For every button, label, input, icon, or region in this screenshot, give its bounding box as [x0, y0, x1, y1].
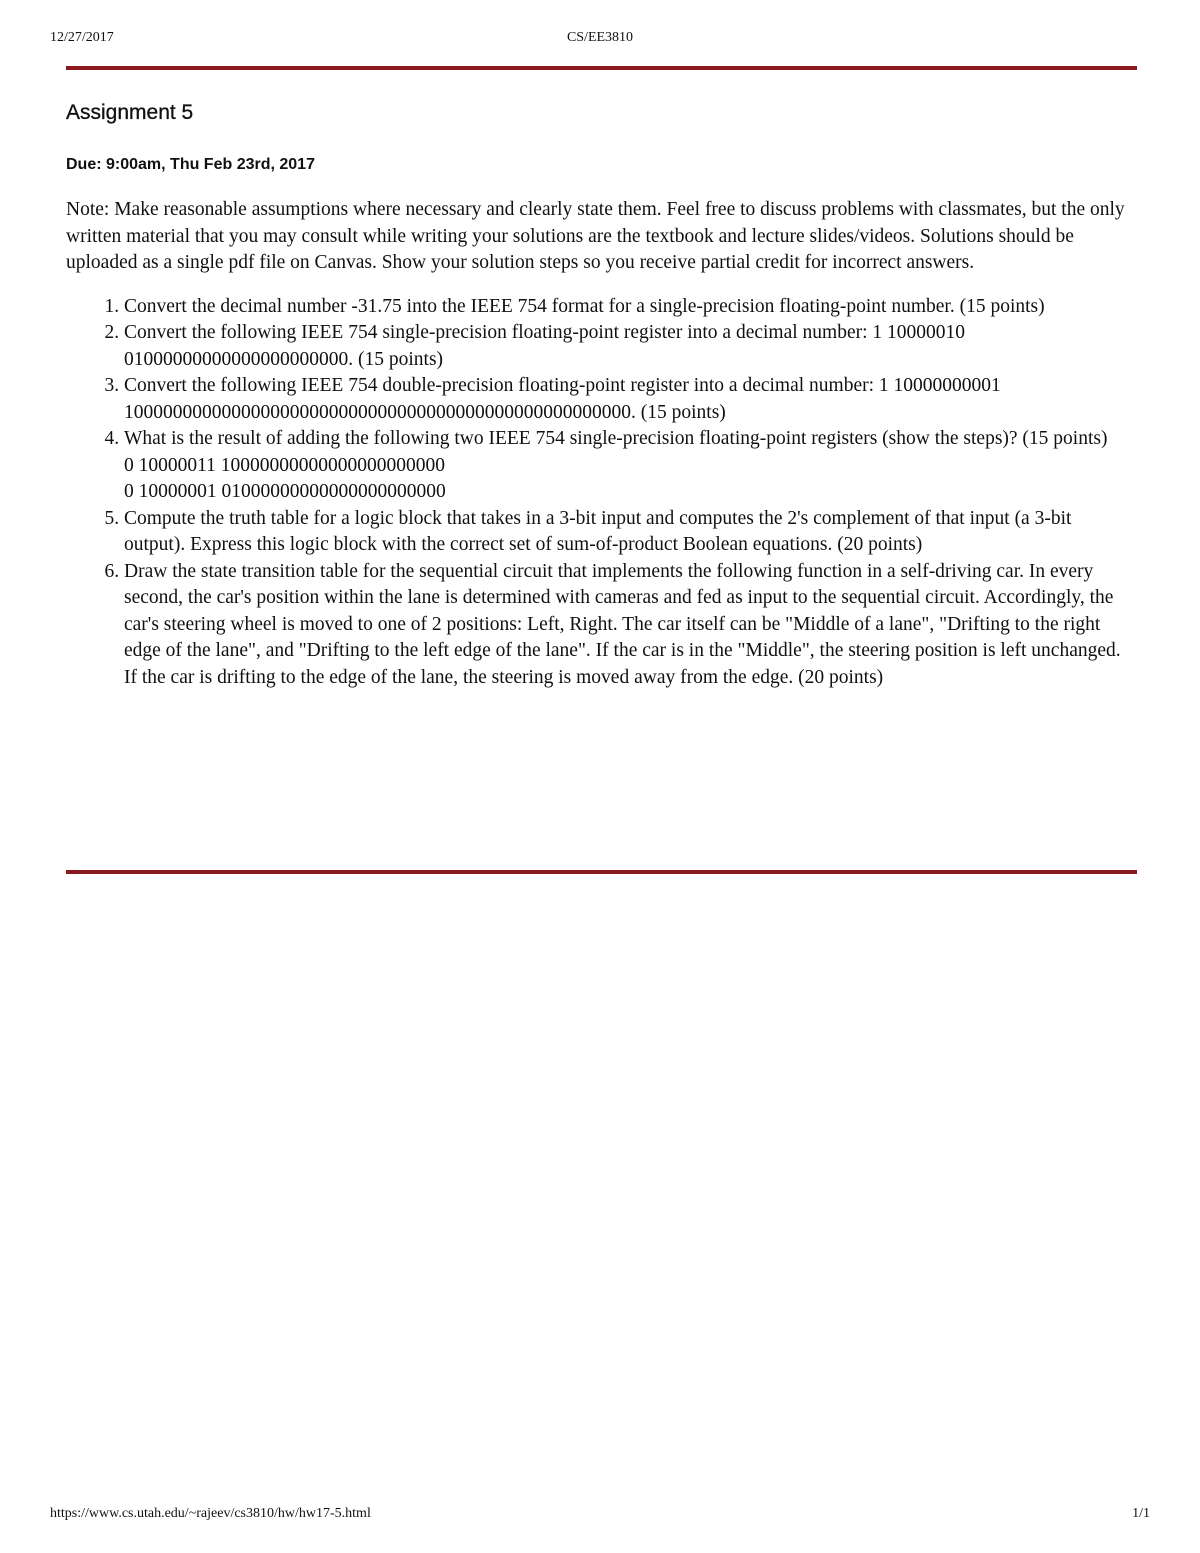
- assignment-title: Assignment 5: [66, 101, 194, 124]
- problem-text: Draw the state transition table for the sequential circuit that implements the following function in a self-driving car. In every second, the car's position within the lane is determined with cameras and fed as input to the sequential circuit. Accordingly, the car's steering wheel is moved to one of 2 positions: Left, Right. The car itself can be "Middle of a lane", "Drifting to the right edge of the lane", and "Drifting to the left edge of the lane". If the car is in the "Middle", the steering position is left unchanged. If the car is drifting to the edge of the lane, the steering is moved away from the edge. (20 points): [124, 560, 1121, 688]
- assignment-content: [66, 96, 1137, 691]
- print-date: 12/27/2017: [50, 30, 114, 45]
- problem-text: Convert the decimal number -31.75 into the IEEE 754 format for a single-precision floating-point number. (15 points): [124, 295, 1045, 317]
- problem-text: Convert the following IEEE 754 single-precision floating-point register into a decimal number: 1 10000010 01000000000000000000000. (15 points): [124, 322, 966, 370]
- print-page-title: CS/EE3810: [566, 30, 634, 45]
- assignment-note: Note: Make reasonable assumptions where necessary and clearly state them. Feel free to discuss problems with classmates, but the only written material that you may consult while writing your solutions are the textbook and lecture slides/videos. Solutions should be uploaded as a single pdf file on Canvas. Show your solution steps so you receive partial credit for incorrect answers.: [66, 199, 1125, 273]
- problem-item: [124, 506, 1137, 559]
- bottom-divider: [66, 870, 1137, 874]
- page-url: https://www.cs.utah.edu/~rajeev/cs3810/hw/hw17-5.html: [50, 1506, 371, 1521]
- problem-item: [124, 559, 1137, 692]
- due-date: Due: 9:00am, Thu Feb 23rd, 2017: [66, 156, 315, 173]
- problem-item: [124, 373, 1137, 426]
- print-footer: [50, 1506, 1150, 1524]
- problem-list: [66, 294, 1137, 692]
- page-number: 1/1: [1132, 1506, 1150, 1521]
- register-value: 0 10000001 01000000000000000000000: [124, 481, 446, 502]
- problem-item: [124, 320, 1137, 373]
- top-divider: [66, 66, 1137, 70]
- problem-item: [124, 294, 1137, 321]
- problem-text: Compute the truth table for a logic block that takes in a 3-bit input and computes the 2's complement of that input (a 3-bit output). Express this logic block with the correct set of sum-of-product Boolean equations. (20 points): [124, 507, 1072, 555]
- register-value: 0 10000011 10000000000000000000000: [124, 454, 446, 476]
- print-header: [50, 30, 1150, 48]
- problem-text: Convert the following IEEE 754 double-precision floating-point register into a decimal number: 1 10000000001 1000000000000000000000000000000000000000000000000000. (15 points): [124, 375, 1001, 423]
- problem-text: What is the result of adding the following two IEEE 754 single-precision floating-point registers (show the steps)? (15 points): [124, 428, 1108, 449]
- problem-item: [124, 426, 1137, 506]
